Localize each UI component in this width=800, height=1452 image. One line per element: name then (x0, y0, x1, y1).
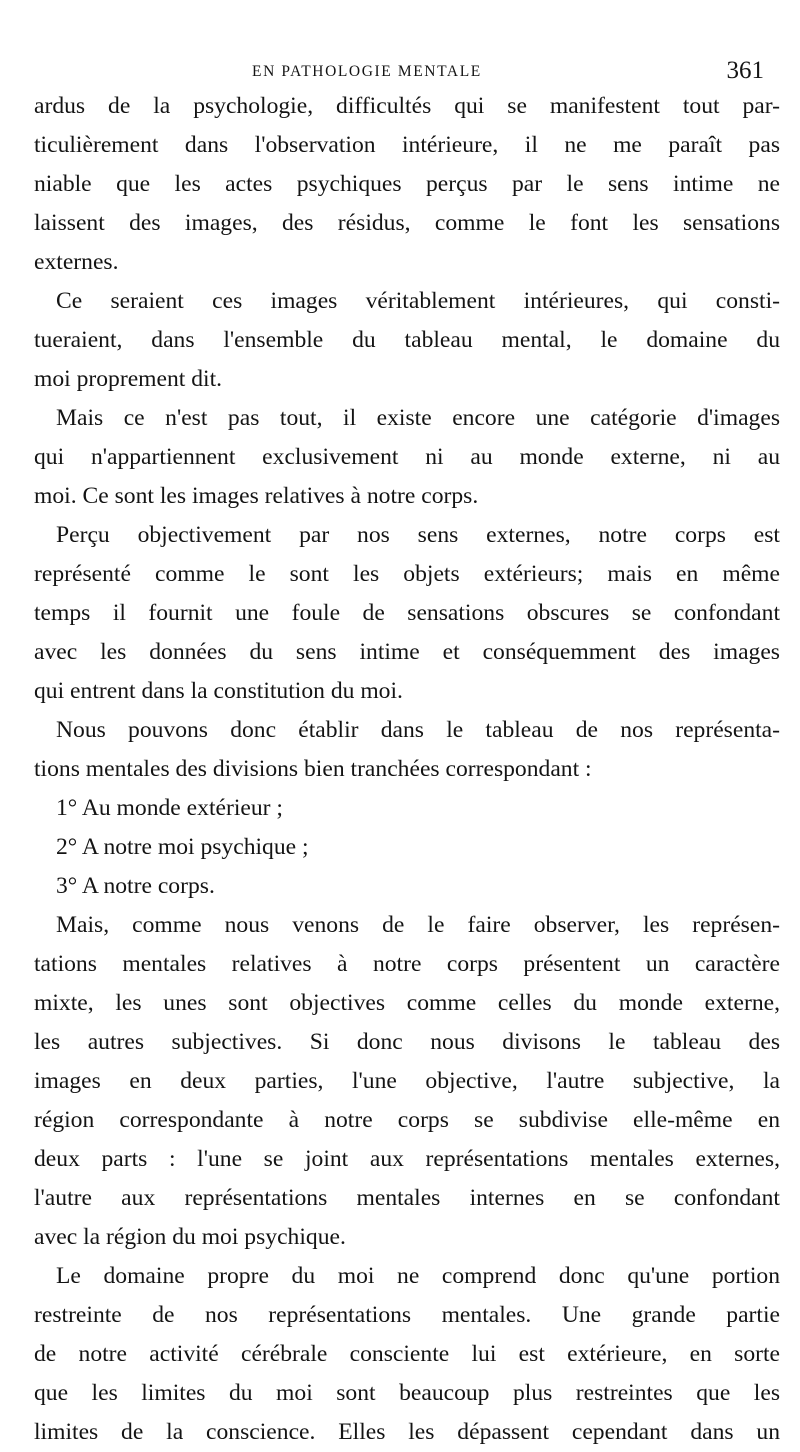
text-line: Mais, comme nous venons de le faire observer, les représen- (56, 912, 780, 938)
text-line: qui entrent dans la constitution du moi. (34, 678, 403, 704)
text-line: 3° A notre corps. (56, 873, 215, 899)
text-line: restreinte de nos représentations mentales. Une grande partie (34, 1302, 780, 1328)
text-line: temps il fournit une foule de sensations obscures se confondant (34, 600, 780, 626)
body-text (34, 87, 780, 1452)
text-line: moi proprement dit. (34, 366, 223, 392)
text-line: externes. (34, 249, 119, 275)
text-line: tations mentales relatives à notre corps présentent un caractère (34, 951, 780, 977)
running-title: EN PATHOLOGIE MENTALE (252, 63, 482, 80)
page-number: 361 (726, 57, 764, 84)
text-line: moi. Ce sont les images relatives à notre corps. (34, 483, 479, 509)
text-line: que les limites du moi sont beaucoup plus restreintes que les (34, 1380, 780, 1406)
text-line: 1° Au monde extérieur ; (56, 795, 283, 821)
text-line: avec la région du moi psychique. (34, 1224, 346, 1250)
book-page (34, 58, 780, 1452)
text-line: Mais ce n'est pas tout, il existe encore une catégorie d'images (56, 405, 780, 431)
text-line: tions mentales des divisions bien tranchées correspondant : (34, 756, 592, 782)
text-line: niable que les actes psychiques perçus par le sens intime ne (34, 171, 780, 197)
text-line: représenté comme le sont les objets extérieurs; mais en même (34, 561, 780, 587)
text-line: avec les données du sens intime et conséquemment des images (34, 639, 780, 665)
running-header (34, 58, 780, 88)
text-line: tueraient, dans l'ensemble du tableau mental, le domaine du (34, 327, 780, 353)
text-line: limites de la conscience. Elles les dépassent cependant dans un (34, 1419, 780, 1445)
text-line: Perçu objectivement par nos sens externes, notre corps est (56, 522, 780, 548)
text-line: deux parts : l'une se joint aux représentations mentales externes, (34, 1146, 780, 1172)
text-line: Nous pouvons donc établir dans le tableau de nos représenta- (56, 717, 780, 743)
text-line: laissent des images, des résidus, comme le font les sensations (34, 210, 780, 236)
text-line: qui n'appartiennent exclusivement ni au monde externe, ni au (34, 444, 780, 470)
text-line: mixte, les unes sont objectives comme celles du monde externe, (34, 990, 780, 1016)
text-line: Ce seraient ces images véritablement intérieures, qui consti- (56, 288, 780, 314)
text-line: région correspondante à notre corps se subdivise elle-même en (34, 1107, 780, 1133)
text-line: images en deux parties, l'une objective, l'autre subjective, la (34, 1068, 780, 1094)
text-line: Le domaine propre du moi ne comprend donc qu'une portion (56, 1263, 780, 1289)
text-line: de notre activité cérébrale consciente lui est extérieure, en sorte (34, 1341, 780, 1367)
text-line: l'autre aux représentations mentales internes en se confondant (34, 1185, 780, 1211)
text-line: 2° A notre moi psychique ; (56, 834, 309, 860)
text-line: les autres subjectives. Si donc nous divisons le tableau des (34, 1029, 780, 1055)
text-line: ticulièrement dans l'observation intérieure, il ne me paraît pas (34, 132, 780, 158)
text-line: ardus de la psychologie, difficultés qui se manifestent tout par- (34, 93, 780, 119)
